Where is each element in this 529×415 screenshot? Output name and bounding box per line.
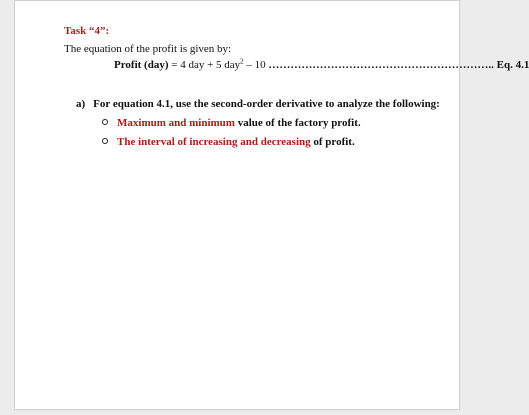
- equation-rhs-tail: – 10: [243, 59, 269, 71]
- equation-exponent: 2: [240, 57, 244, 66]
- question-text: For equation 4.1, use the second-order derivative to analyze the following:: [93, 98, 440, 110]
- equation-dots: ……………………………………………………..: [268, 59, 494, 71]
- bullet-item-interval: [102, 136, 355, 148]
- bullet-highlight: Maximum and minimum: [117, 117, 235, 129]
- bullet-item-max-min: [102, 117, 361, 129]
- hollow-bullet-icon: [102, 119, 108, 125]
- bullet-highlight: The interval of increasing and decreasing: [117, 136, 311, 148]
- equation-label: Eq. 4.1: [493, 59, 529, 71]
- hollow-bullet-icon: [102, 138, 108, 144]
- question-label: a): [76, 98, 86, 110]
- profit-equation: [114, 59, 529, 71]
- task-title: Task “4”:: [64, 25, 110, 37]
- bullet-text: of profit.: [310, 136, 355, 148]
- intro-text: The equation of the profit is given by:: [64, 43, 232, 55]
- equation-rhs: = 4 day + 5 day: [168, 59, 241, 71]
- equation-lhs: Profit (day): [114, 59, 169, 71]
- bullet-text: value of the factory profit.: [234, 117, 361, 129]
- document-page: [14, 0, 529, 410]
- question-a: [76, 98, 440, 110]
